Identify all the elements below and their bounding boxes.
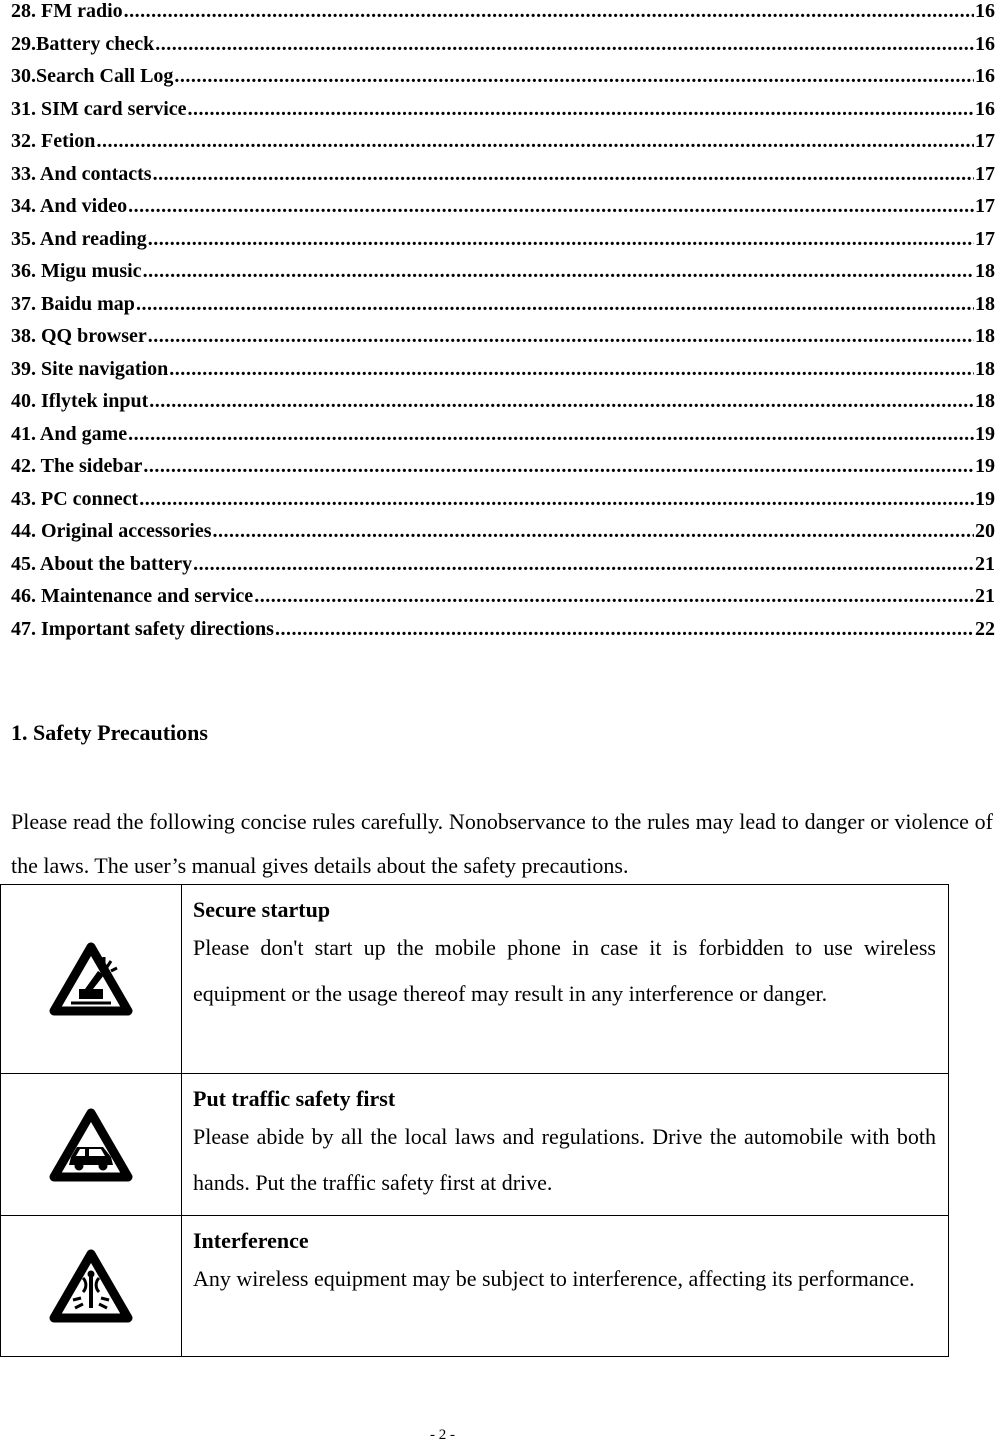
toc-entry[interactable] <box>11 33 995 66</box>
toc-leader-dots <box>143 260 974 282</box>
toc-entry[interactable] <box>11 585 995 618</box>
table-row <box>1 1216 949 1357</box>
toc-entry-label: 34. And video <box>11 195 128 217</box>
toc-leader-dots <box>193 553 974 575</box>
section-title: 1. Safety Precautions <box>11 720 208 745</box>
toc-leader-dots <box>275 618 974 640</box>
toc-entry[interactable] <box>11 423 995 456</box>
toc-entry-label: 32. Fetion <box>11 130 96 152</box>
item-title: Secure startup <box>193 897 331 922</box>
toc-leader-dots <box>139 488 974 510</box>
toc-entry[interactable] <box>11 163 995 196</box>
toc-leader-dots <box>169 358 974 380</box>
icon-cell <box>1 1074 182 1216</box>
text-cell <box>182 1074 949 1216</box>
toc-entry-page: 17 <box>975 227 995 250</box>
text-cell <box>182 885 949 1074</box>
toc-leader-dots <box>149 390 974 412</box>
item-title: Put traffic safety first <box>193 1086 396 1111</box>
toc-leader-dots <box>254 585 974 607</box>
toc-entry-page: 16 <box>975 65 995 87</box>
intro-paragraph: Please read the following concise rules carefully. Nonobservance to the rules may lead to danger or violence of the laws. The user’s manual gives details about the safety precautions. <box>11 809 993 878</box>
toc-entry-page: 20 <box>975 520 995 542</box>
toc-entry-label: 45. About the battery <box>11 552 193 575</box>
toc-leader-dots <box>213 520 974 542</box>
toc-entry-page: 19 <box>975 487 995 510</box>
toc-entry-label: 47. Important safety directions <box>11 617 274 640</box>
toc-entry-page: 21 <box>975 585 995 607</box>
safety-precautions-table <box>0 884 949 1357</box>
toc-leader-dots <box>148 228 974 250</box>
toc-entry[interactable] <box>11 130 995 163</box>
toc-entry-page: 17 <box>975 162 995 185</box>
toc-entry[interactable] <box>11 0 995 33</box>
toc-entry-label: 30.Search Call Log <box>11 65 174 87</box>
toc-entry-page: 16 <box>975 0 995 22</box>
toc-entry-label: 28. FM radio <box>11 0 123 22</box>
toc-leader-dots <box>188 98 974 120</box>
item-body: Please don't start up the mobile phone in case it is forbidden to use wireless equipment or the usage thereof may result in any interference or danger. <box>193 935 936 1006</box>
toc-entry[interactable] <box>11 325 995 358</box>
icon-cell <box>1 1216 182 1357</box>
toc-entry-label: 40. Iflytek input <box>11 390 149 412</box>
toc-entry-page: 16 <box>975 32 995 55</box>
toc-leader-dots <box>124 0 974 22</box>
toc-entry-label: 36. Migu music <box>11 260 142 282</box>
toc-leader-dots <box>136 293 974 315</box>
toc-entry[interactable] <box>11 390 995 423</box>
toc-entry-label: 31. SIM card service <box>11 97 187 120</box>
toc-leader-dots <box>155 33 974 55</box>
toc-entry-page: 19 <box>975 455 995 477</box>
toc-entry-label: 38. QQ browser <box>11 325 147 347</box>
table-row <box>1 1074 949 1216</box>
toc-entry-page: 18 <box>975 390 995 412</box>
table-row <box>1 885 949 1074</box>
toc-entry-page: 19 <box>975 422 995 445</box>
page-number: - 2 - <box>430 1427 455 1443</box>
secure-startup-icon <box>1 941 181 1017</box>
toc-entry-page: 16 <box>975 97 995 120</box>
toc-entry[interactable] <box>11 195 995 228</box>
traffic-safety-icon <box>1 1107 181 1183</box>
toc-entry-label: 39. Site navigation <box>11 357 169 380</box>
toc-entry-label: 43. PC connect <box>11 487 139 510</box>
toc-leader-dots <box>143 455 974 477</box>
toc-entry[interactable] <box>11 260 995 293</box>
icon-cell <box>1 885 182 1074</box>
toc-entry[interactable] <box>11 553 995 586</box>
toc-entry-label: 44. Original accessories <box>11 520 212 542</box>
toc-entry-page: 22 <box>975 617 995 640</box>
toc-entry-label: 35. And reading <box>11 227 147 250</box>
toc-entry-label: 41. And game <box>11 422 128 445</box>
toc-entry-page: 18 <box>975 357 995 380</box>
toc-entry-page: 18 <box>975 325 995 347</box>
toc-entry-page: 18 <box>975 292 995 315</box>
toc-entry-page: 17 <box>975 195 995 217</box>
item-body: Please abide by all the local laws and regulations. Drive the automobile with both hands. Put the traffic safety first at drive. <box>193 1124 936 1195</box>
toc-leader-dots <box>174 65 974 87</box>
item-title: Interference <box>193 1228 309 1253</box>
toc-entry[interactable] <box>11 98 995 131</box>
toc-entry-label: 37. Baidu map <box>11 292 135 315</box>
toc-entry[interactable] <box>11 228 995 261</box>
toc-entry[interactable] <box>11 488 995 521</box>
text-cell <box>182 1216 949 1357</box>
toc-entry[interactable] <box>11 455 995 488</box>
toc-entry-page: 18 <box>975 260 995 282</box>
toc-entry[interactable] <box>11 358 995 391</box>
toc-entry-page: 21 <box>975 552 995 575</box>
toc-entry-label: 29.Battery check <box>11 32 155 55</box>
toc-entry-label: 46. Maintenance and service <box>11 585 254 607</box>
toc-entry-label: 33. And contacts <box>11 162 152 185</box>
item-body: Any wireless equipment may be subject to interference, affecting its performance. <box>193 1266 915 1291</box>
toc-leader-dots <box>128 423 974 445</box>
toc-leader-dots <box>96 130 974 152</box>
toc-entry[interactable] <box>11 293 995 326</box>
toc-leader-dots <box>128 195 974 217</box>
toc-leader-dots <box>153 163 974 185</box>
toc-entry-label: 42. The sidebar <box>11 455 143 477</box>
toc-leader-dots <box>148 325 974 347</box>
toc-entry[interactable] <box>11 520 995 553</box>
interference-icon <box>1 1248 181 1324</box>
toc-entry[interactable] <box>11 618 995 651</box>
toc-entry-page: 17 <box>975 130 995 152</box>
table-of-contents <box>11 0 995 650</box>
toc-entry[interactable] <box>11 65 995 98</box>
